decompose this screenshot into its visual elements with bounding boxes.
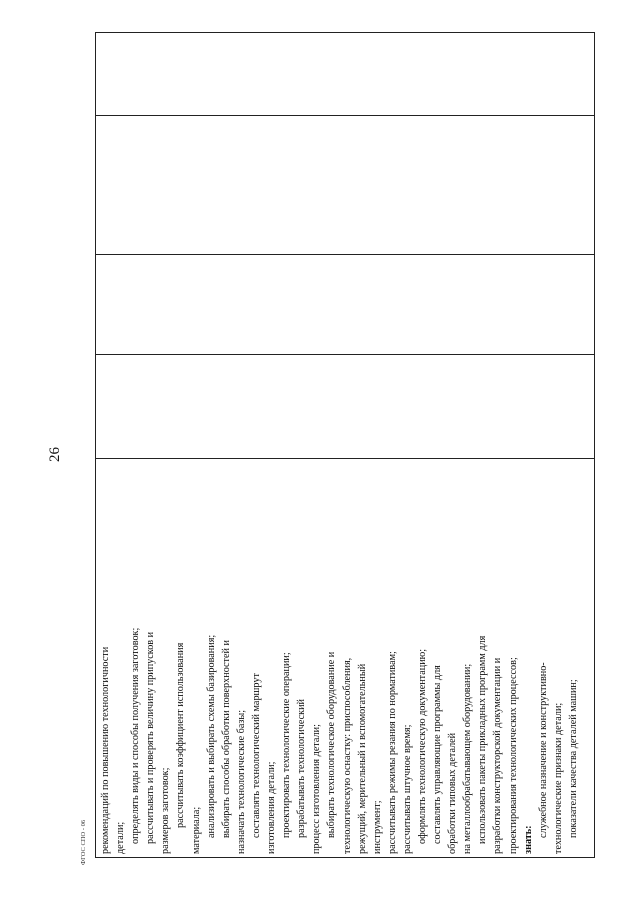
text-line: процесс изготовления детали; <box>311 724 323 854</box>
text-line: составлять управляющие программы для <box>432 665 444 844</box>
text-line: рассчитывать режимы резания по нормативам; <box>386 651 398 854</box>
text-line: разработки конструкторской документации и <box>492 657 504 854</box>
text-line: оформлять технологическую документацию; <box>416 648 428 844</box>
empty-cell <box>96 355 595 459</box>
text-line: рассчитывать коэффициент использования <box>175 642 187 828</box>
text-line: разрабатывать технологический <box>296 699 308 838</box>
text-line: на металлообрабатывающем оборудовании; <box>462 663 474 854</box>
empty-cell <box>96 116 595 255</box>
text-line: выбирать способы обработки поверхностей и <box>220 640 232 838</box>
text-line: рассчитывать и проверять величину припусков и <box>145 631 157 844</box>
text-line: технологическую оснастку: приспособления, <box>341 657 353 854</box>
text-line-heading: знать: <box>522 825 534 854</box>
text-line: определять виды и способы получения заготовок; <box>130 627 142 844</box>
text-line: назначать технологические базы; <box>235 709 247 854</box>
text-line: служебное назначение и конструктивно- <box>537 662 549 838</box>
text-line: рекомендаций по повышению технологичности <box>100 646 111 854</box>
text-line: выбирать технологическое оборудование и <box>326 651 338 838</box>
text-line: анализировать и выбирать схемы базирования; <box>205 634 217 838</box>
text-line: режущий, мерительный и вспомогательный <box>356 663 368 854</box>
text-line: составлять технологический маршрут <box>250 673 262 838</box>
text-line: детали; <box>115 821 127 854</box>
text-line: инструмент; <box>371 800 383 854</box>
footer-standard-code: ФГОС СПО - 06 <box>80 819 87 865</box>
text-line: обработки типовых деталей <box>447 732 459 854</box>
text-line: проектирования технологических процессов; <box>507 657 519 854</box>
text-line: показатели качества деталей машин; <box>567 679 579 838</box>
text-line: размеров заготовок; <box>160 767 172 854</box>
table-row <box>96 33 595 858</box>
empty-cell <box>96 255 595 355</box>
text-line: изготовления детали; <box>266 761 278 854</box>
text-line: технологические признаки детали; <box>552 702 564 854</box>
skills-knowledge-cell <box>96 459 595 858</box>
text-line: рассчитывать штучное время; <box>401 724 413 854</box>
text-line: использовать пакеты прикладных программ для <box>477 635 489 844</box>
competency-table <box>95 42 595 858</box>
text-line: проектировать технологические операции; <box>281 652 293 838</box>
text-line: материала; <box>190 806 202 854</box>
page-number: 26 <box>47 447 63 462</box>
empty-cell <box>96 33 595 116</box>
